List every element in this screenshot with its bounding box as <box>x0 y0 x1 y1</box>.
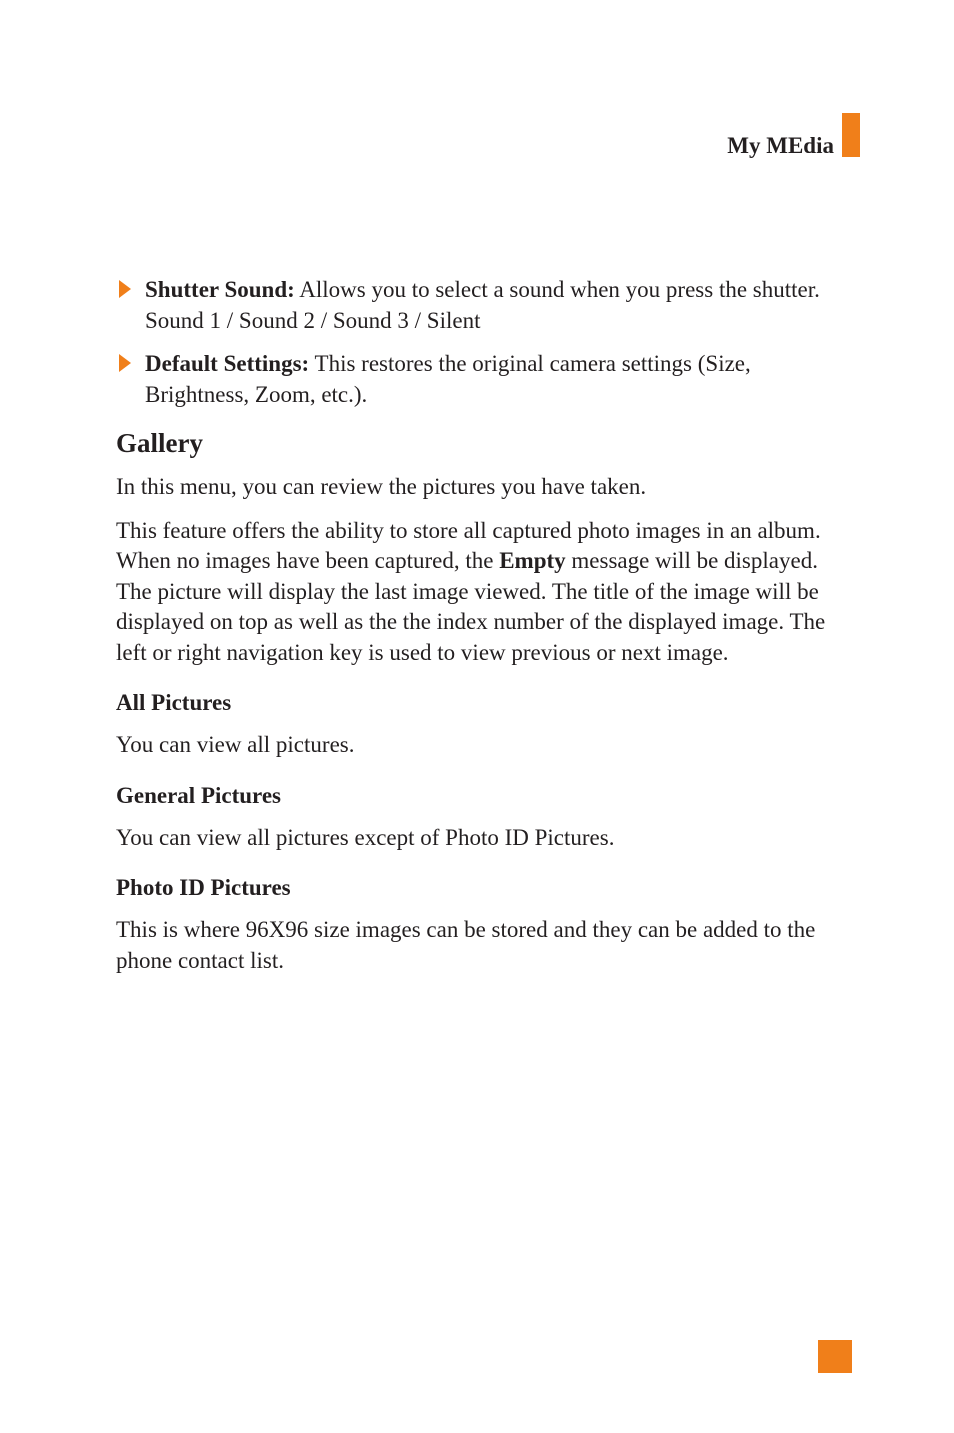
bullet-options: Sound 1 / Sound 2 / Sound 3 / Silent <box>145 307 481 333</box>
subheading-photo-id-pictures: Photo ID Pictures <box>116 875 291 900</box>
bullet-text <box>145 275 846 306</box>
bullet-description: Allows you to select a sound when you press the shutter. <box>294 277 820 302</box>
triangle-bullet-icon <box>119 280 131 298</box>
triangle-bullet-icon <box>119 354 131 372</box>
subheading-general-pictures: General Pictures <box>116 782 281 808</box>
page-content <box>116 275 846 989</box>
subheading-all-pictures: All Pictures <box>116 690 232 715</box>
gallery-heading: Gallery <box>116 428 203 458</box>
empty-keyword: Empty <box>499 548 566 573</box>
bullet-description: This restores the original camera settings (Size, Brightness, Zoom, etc.). <box>145 351 751 407</box>
bullet-label: Default Settings: <box>145 351 310 376</box>
photo-id-pictures-text: This is where 96X96 size images can be stored and they can be added to the phone contact list. <box>116 917 816 973</box>
gallery-text-start: This feature offers the ability to store all captured photo images in an album. When no images have been captured, the <box>116 517 821 573</box>
section-tab-marker <box>842 113 860 157</box>
bullet-shutter-sound <box>116 275 846 336</box>
all-pictures-text: You can view all pictures. <box>116 732 355 757</box>
section-title: My MEdia <box>727 133 834 158</box>
bullet-default-settings <box>116 349 846 410</box>
gallery-description <box>116 516 846 669</box>
bullet-text <box>145 349 846 410</box>
gallery-text-end: message will be displayed. The picture will display the last image viewed. The title of the image will be displayed on top as well as the the index number of the displayed image. The left or right navigation key is used to view previous or next image. <box>116 548 826 665</box>
general-pictures-text: You can view all pictures except of Photo ID Pictures. <box>116 824 615 850</box>
page-corner-marker <box>818 1340 852 1373</box>
bullet-label: Shutter Sound: <box>145 277 295 302</box>
gallery-intro: In this menu, you can review the pictures you have taken. <box>116 474 647 499</box>
